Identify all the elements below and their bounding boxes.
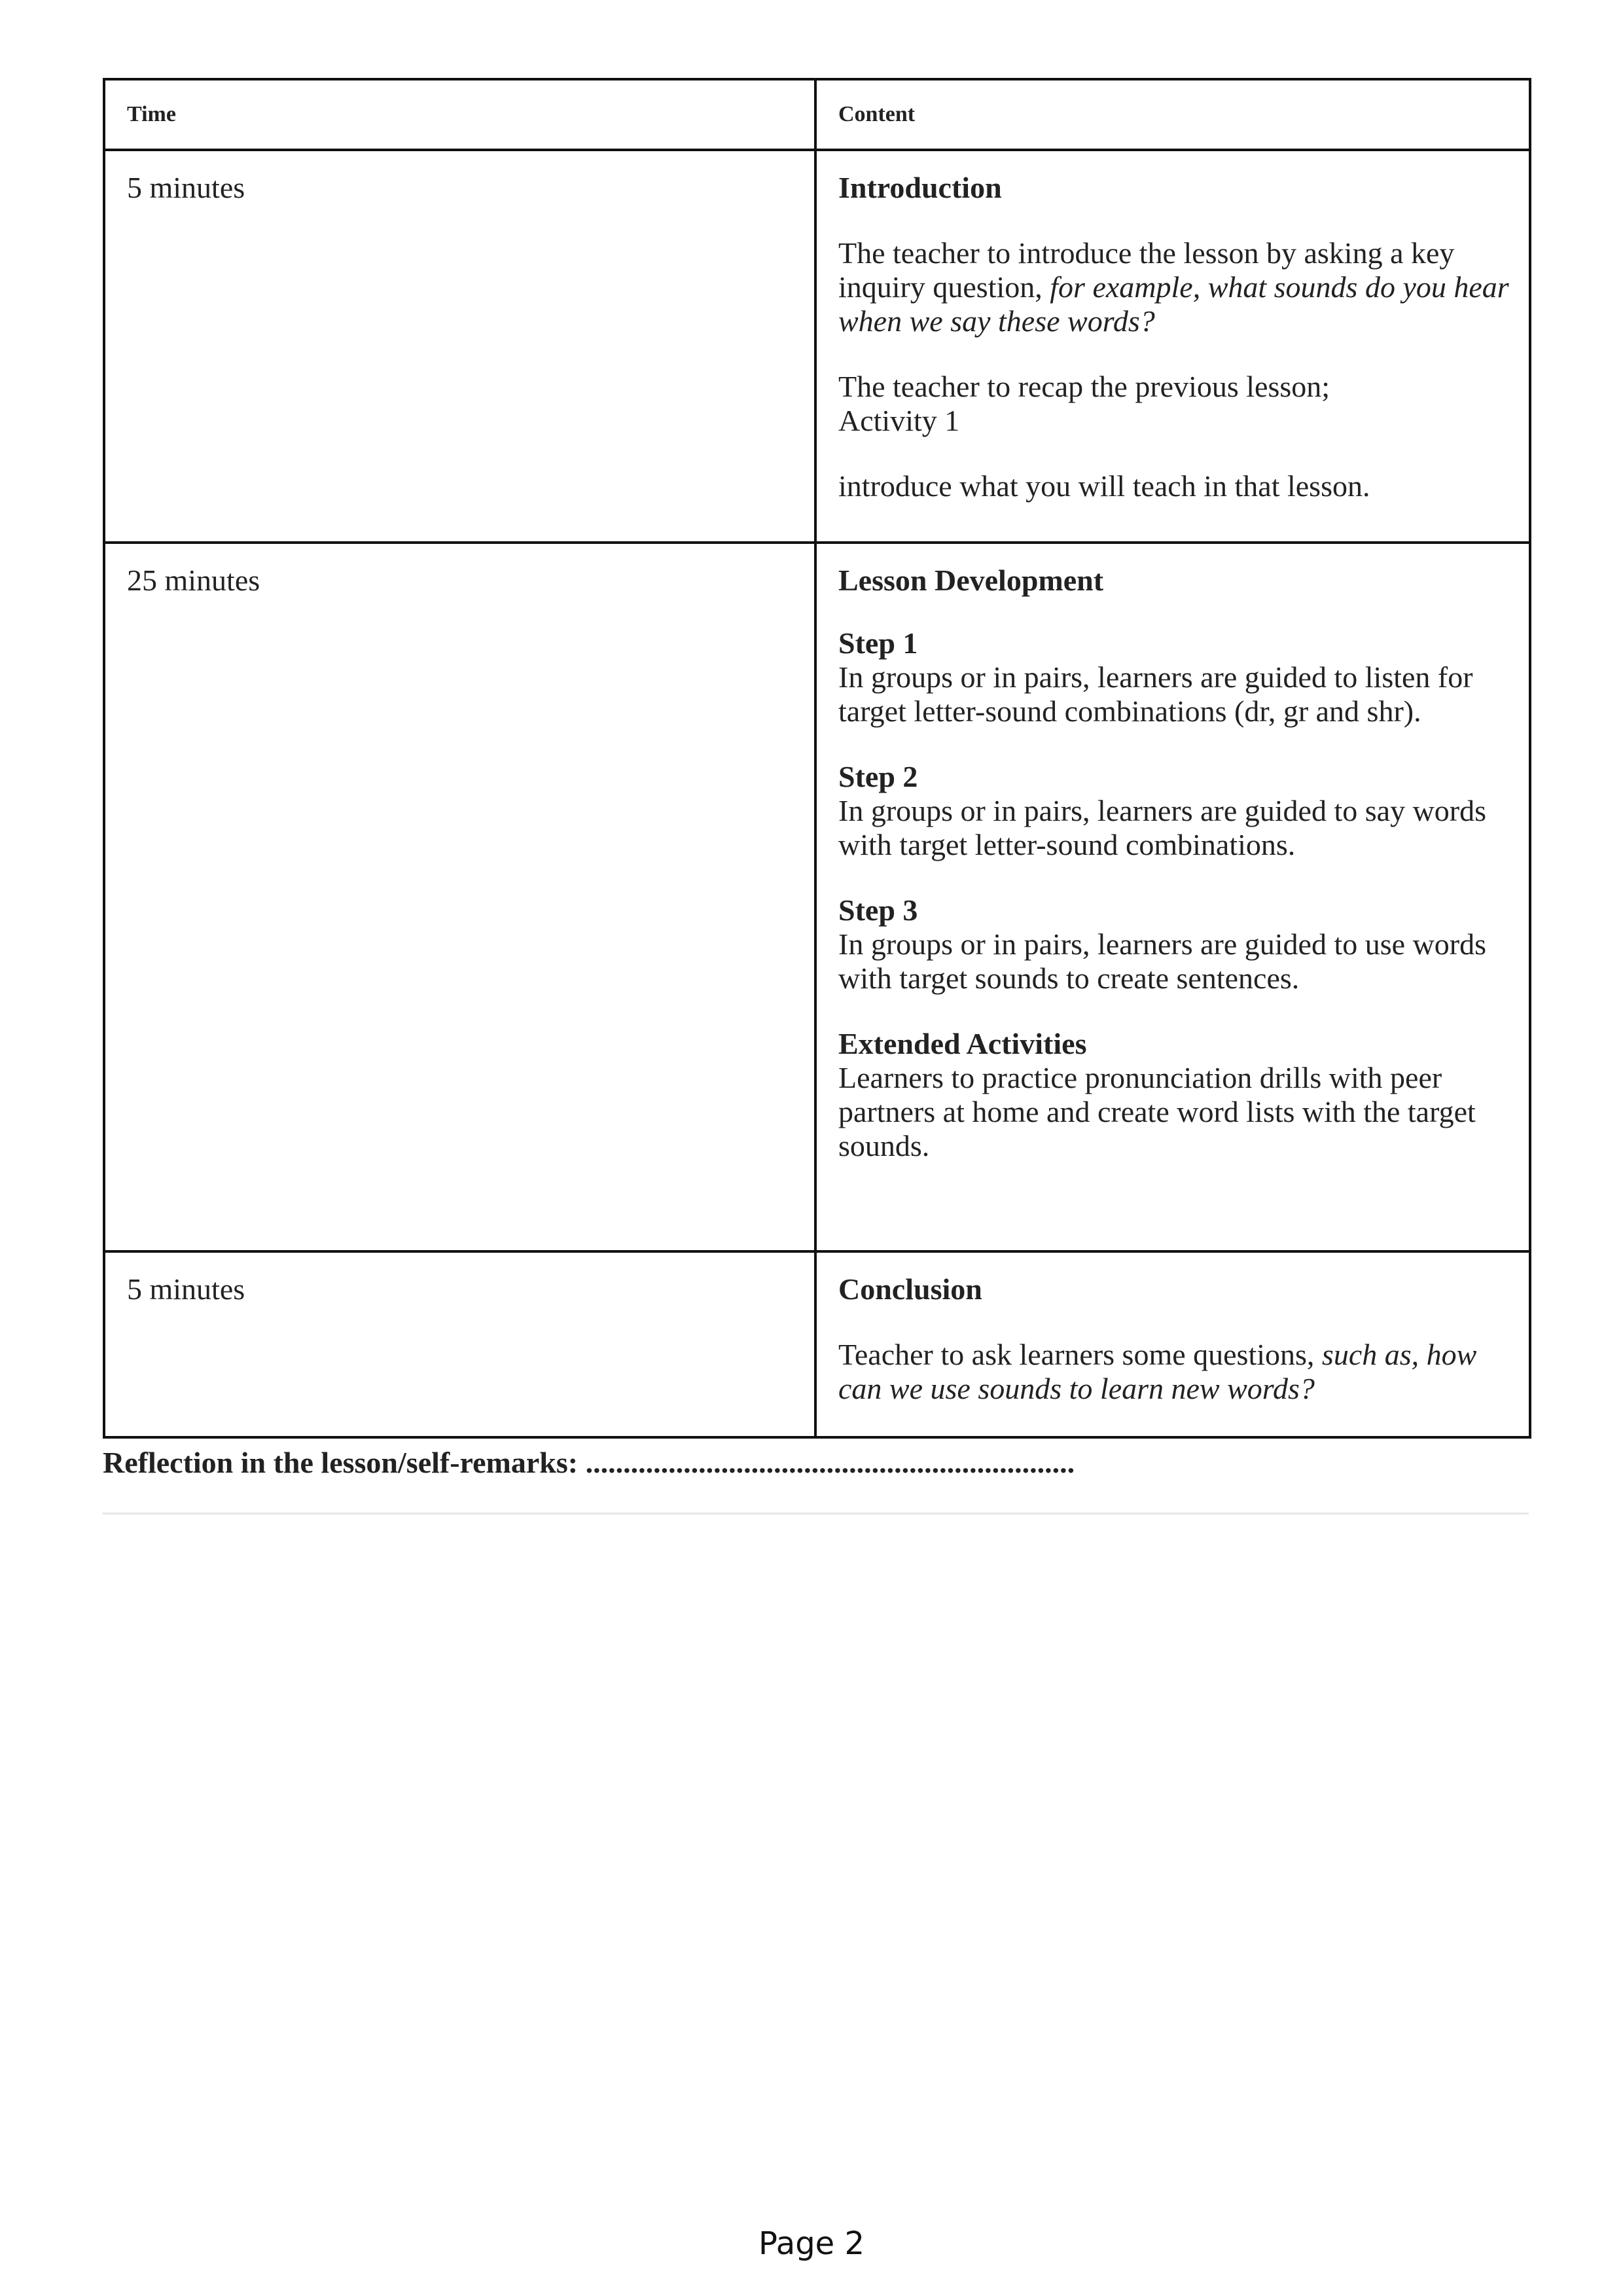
section-heading-introduction: Introduction xyxy=(838,171,1002,204)
step-2-title: Step 2 xyxy=(838,760,918,793)
step-3-text: In groups or in pairs, learners are guided to use words with target sounds to create sentences. xyxy=(838,927,1487,995)
step-block-2 xyxy=(838,760,1509,862)
content-cell-introduction xyxy=(815,150,1530,543)
intro-question-example: for example, what sounds do you hear when we say these words? xyxy=(838,270,1509,338)
section-divider xyxy=(103,1513,1529,1515)
step-block-1 xyxy=(838,626,1509,728)
step-1-title: Step 1 xyxy=(838,626,918,660)
time-cell-introduction: 5 minutes xyxy=(104,150,815,543)
time-cell-lesson-development: 25 minutes xyxy=(104,543,815,1251)
page-number: Page 2 xyxy=(758,2225,865,2262)
conclusion-example: such as, how can we use sounds to learn new words? xyxy=(838,1338,1477,1405)
intro-question-text: The teacher to introduce the lesson by asking a key inquiry question, xyxy=(838,236,1455,304)
time-column-header: Time xyxy=(104,79,815,150)
step-2-text: In groups or in pairs, learners are guided to say words with target letter-sound combinations. xyxy=(838,794,1487,861)
section-heading-conclusion: Conclusion xyxy=(838,1272,982,1306)
section-heading-lesson-development: Lesson Development xyxy=(838,564,1104,597)
intro-recap-line: The teacher to recap the previous lesson; xyxy=(838,370,1330,403)
step-1-text: In groups or in pairs, learners are guided to listen for target letter-sound combinations (dr, gr and shr). xyxy=(838,660,1473,728)
lesson-plan-table xyxy=(103,78,1531,1439)
table-row-introduction xyxy=(104,150,1530,543)
extended-activities-text: Learners to practice pronunciation drills with peer partners at home and create word lists with the target sounds. xyxy=(838,1061,1476,1162)
time-cell-conclusion: 5 minutes xyxy=(104,1251,815,1437)
intro-paragraph-teach: introduce what you will teach in that lesson. xyxy=(838,469,1370,503)
table-header-row xyxy=(104,79,1530,150)
reflection-line: Reflection in the lesson/self-remarks: ................................................................. xyxy=(103,1446,1075,1479)
intro-paragraph-recap xyxy=(838,370,1509,438)
extended-activities-title: Extended Activities xyxy=(838,1027,1087,1060)
conclusion-text: Teacher to ask learners some questions, xyxy=(838,1338,1322,1371)
conclusion-paragraph xyxy=(838,1338,1509,1406)
step-block-3 xyxy=(838,893,1509,996)
step-3-title: Step 3 xyxy=(838,893,918,927)
table-row-lesson-development xyxy=(104,543,1530,1251)
extended-activities-block xyxy=(838,1027,1509,1163)
content-column-header: Content xyxy=(815,79,1530,150)
content-cell-lesson-development xyxy=(815,543,1530,1251)
content-cell-conclusion xyxy=(815,1251,1530,1437)
intro-paragraph-question xyxy=(838,236,1509,338)
table-row-conclusion xyxy=(104,1251,1530,1437)
intro-activity-line: Activity 1 xyxy=(838,404,960,437)
